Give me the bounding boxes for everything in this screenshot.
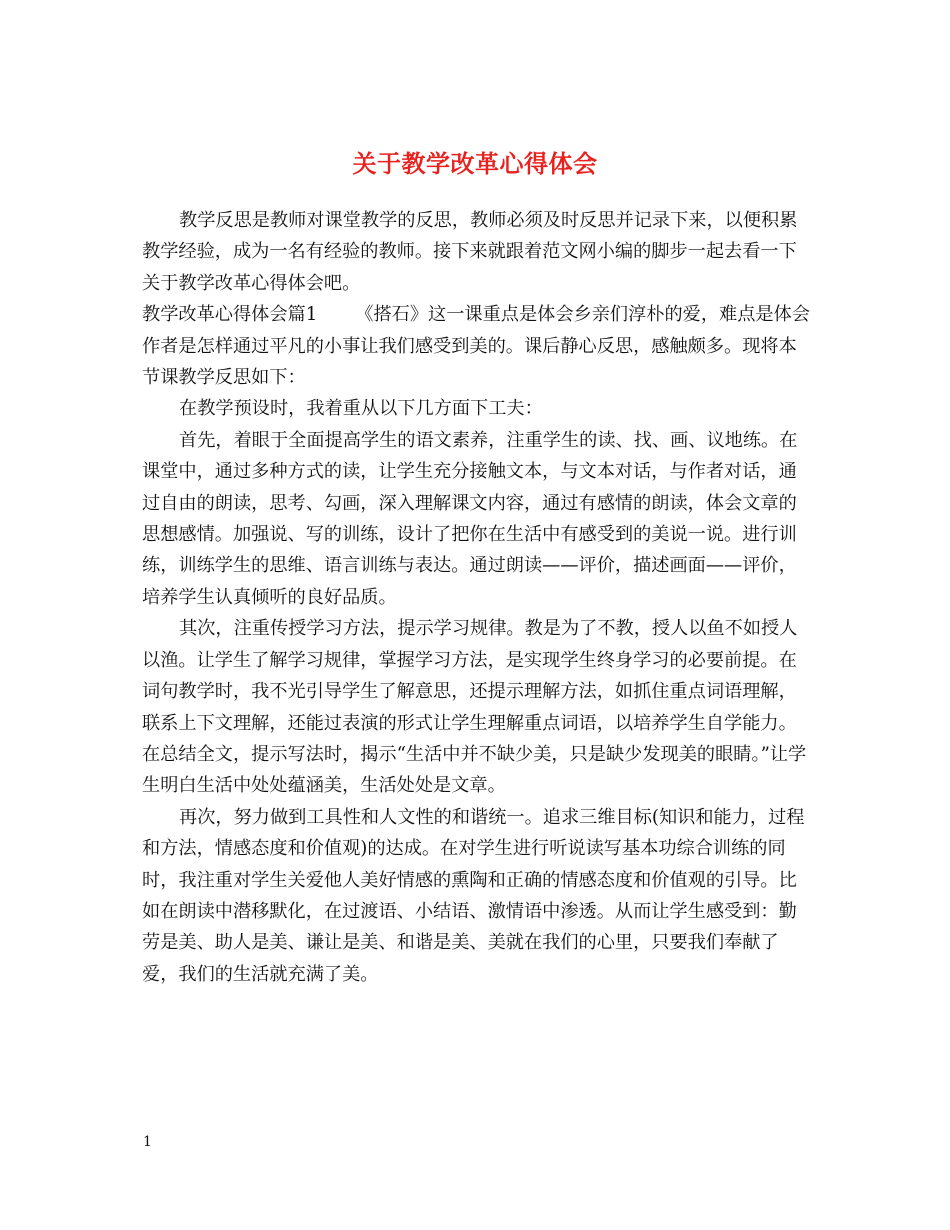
intro-paragraph: 教学反思是教师对课堂教学的反思，教师必须及时反思并记录下来，以便积累教学经验，成为一名有经验的教师。接下来就跟着范文网小编的脚步一起去看一下关于教学改革心得体会吧。: [142, 210, 798, 294]
document-title: 关于教学改革心得体会: [352, 149, 598, 179]
body-paragraph-3: 其次，注重传授学习方法，提示学习规律。教是为了不教，授人以鱼不如授人以渔。让学生了解学习规律，掌握学习方法，是实现学生终身学习的必要前提。在词句教学时，我不光引导学生了解意思，还提示理解方法，如抓住重点词语理解，联系上下文理解，还能过表演的形式让学生理解重点词语，以培养学生自学能力。在总结全文，提示写法时，揭示“生活中并不缺少美，只是缺少发现美的眼睛。”让学生明白生活中处处蕴涵美，生活处处是文章。: [142, 618, 807, 797]
section-heading: 教学改革心得体会篇1: [142, 304, 318, 326]
body-paragraph-1: 在教学预设时，我着重从以下几方面下工夫：: [179, 398, 543, 420]
section-first-paragraph: [142, 299, 810, 393]
body-paragraph-4: 再次，努力做到工具性和人文性的和谐统一。追求三维目标(知识和能力，过程和方法，情感态度和价值观)的达成。在对学生进行听说读写基本功综合训练的同时，我注重对学生关爱他人美好情感的熏陶和正确的情感态度和价值观的引导。比如在朗读中潜移默化，在过渡语、小结语、激情语中渗透。从而让学生感受到：勤劳是美、助人是美、谦让是美、和谐是美、美就在我们的心里，只要我们奉献了爱，我们的生活就充满了美。: [142, 806, 805, 985]
section-lead-text: 《搭石》这一课重点是体会乡亲们淳朴的爱，难点是体会作者是怎样通过平凡的小事让我们感受到美的。课后静心反思，感触颇多。现将本节课教学反思如下：: [142, 304, 810, 389]
body-paragraph-2: 首先，着眼于全面提高学生的语文素养，注重学生的读、找、画、议地练。在课堂中，通过多种方式的读，让学生充分接触文本，与文本对话，与作者对话，通过自由的朗读，思考、勾画，深入理解课文内容，通过有感情的朗读，体会文章的思想感情。加强说、写的训练，设计了把你在生活中有感受到的美说一说。进行训练，训练学生的思维、语言训练与表达。通过朗读——评价，描述画面——评价，培养学生认真倾听的良好品质。: [142, 429, 798, 608]
document-body: [142, 205, 810, 990]
page-number: 1: [143, 1134, 152, 1150]
